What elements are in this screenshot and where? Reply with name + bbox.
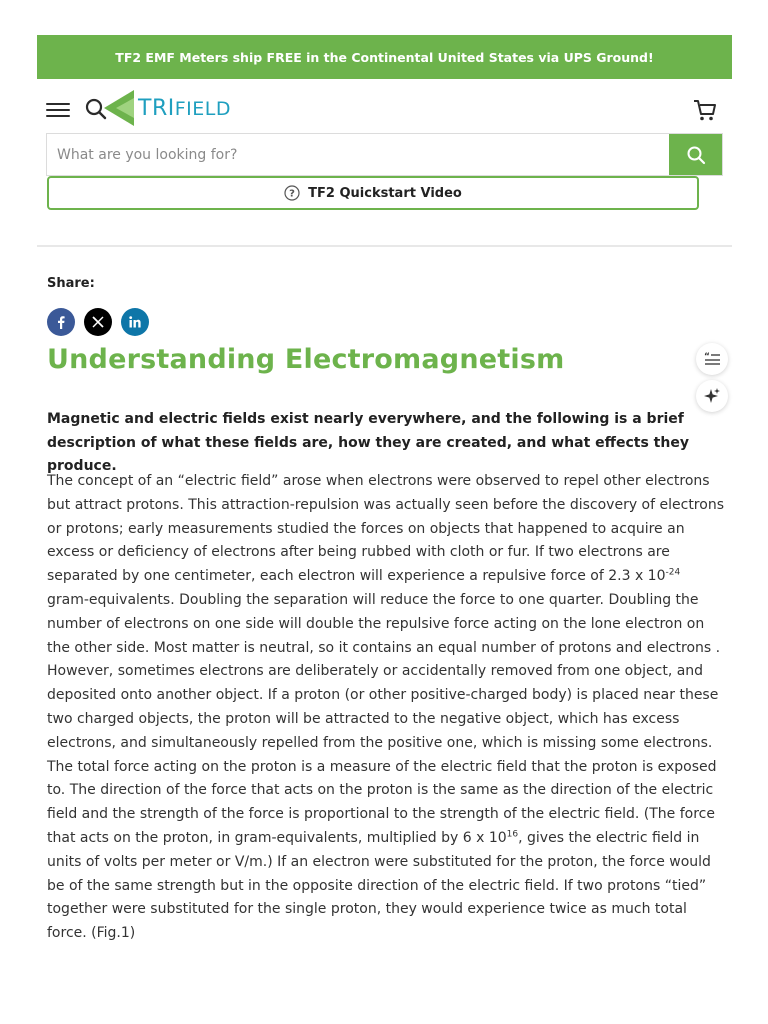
svg-text:“: “ (704, 352, 710, 362)
announcement-text: TF2 EMF Meters ship FREE in the Continental United States via UPS Ground! (115, 49, 654, 65)
logo-prefix: TRI (138, 95, 175, 121)
menu-icon[interactable] (46, 99, 70, 119)
divider (37, 245, 732, 247)
quickstart-label: TF2 Quickstart Video (308, 185, 462, 201)
article-title: Understanding Electromagnetism (47, 344, 565, 375)
quote-tool-button[interactable] (696, 343, 728, 375)
question-circle-icon (284, 185, 300, 201)
cart-icon[interactable] (692, 97, 718, 123)
exponent: -24 (665, 567, 681, 578)
logo-mark-icon (102, 88, 136, 128)
search-button[interactable] (669, 134, 722, 175)
article-lead: Magnetic and electric fields exist nearly everywhere, and the following is a brief description of what these fields are, how they are created, and what effects they produce. (47, 411, 689, 474)
share-label: Share: (47, 276, 95, 291)
sparkle-icon (703, 387, 721, 405)
share-linkedin-button[interactable] (121, 308, 149, 336)
body-text: , gives the electric field in units of volts per meter or V/m.) If an electron were substituted for the proton, the force would be of the same strength but in the opposite direction of the electric field. If two protons “tied” together were substituted for the single proton, they would experience twice as much total force. (Fig.1) (47, 829, 711, 942)
quickstart-video-button[interactable] (47, 176, 699, 210)
search-input[interactable] (47, 134, 669, 175)
share-facebook-button[interactable] (47, 308, 75, 336)
exponent: 16 (506, 829, 519, 840)
x-icon (91, 315, 105, 329)
logo-suffix: FIELD (174, 97, 231, 120)
search-icon (686, 145, 706, 165)
search-bar (46, 133, 723, 176)
logo[interactable] (102, 86, 231, 130)
announcement-bar (37, 35, 732, 79)
article-body (47, 470, 725, 946)
linkedin-icon (128, 315, 142, 329)
body-text: gram-equivalents. Doubling the separation will reduce the force to one quarter. Doubling the number of electrons on one side will double the repulsive force acting on the lone electron on the other side. Most matter is neutral, so it contains an equal number of protons and electrons . However, sometimes electrons are deliberately or accidentally removed from one object, and deposited onto another object. If a proton (or other positive-charged body) is placed near these two charged objects, the proton will be attracted to the negative object, which has excess electrons, and simultaneously repelled from the positive one, which is missing some electrons. The total force acting on the proton is a measure of the electric field that the proton is exposed to. The direction of the force that acts on the proton is the same as the direction of the electric field and the strength of the force is proportional to the strength of the electric field. (The force that acts on the proton, in gram-equivalents, multiplied by 6 x 10 (47, 591, 721, 846)
facebook-icon (54, 315, 68, 329)
quote-list-icon (703, 351, 721, 367)
share-x-button[interactable] (84, 308, 112, 336)
svg-text:?: ? (289, 188, 296, 200)
body-text: The concept of an “electric field” arose when electrons were observed to repel other electrons but attract protons. This attraction-repulsion was actually seen before the discovery of electrons or protons; early measurements studied the forces on objects that happened to acquire an excess or deficiency of electrons after being rubbed with cloth or fur. If two electrons are separated by one centimeter, each electron will experience a repulsive force of 2.3 x 10 (47, 473, 724, 585)
logo-text (138, 96, 231, 121)
